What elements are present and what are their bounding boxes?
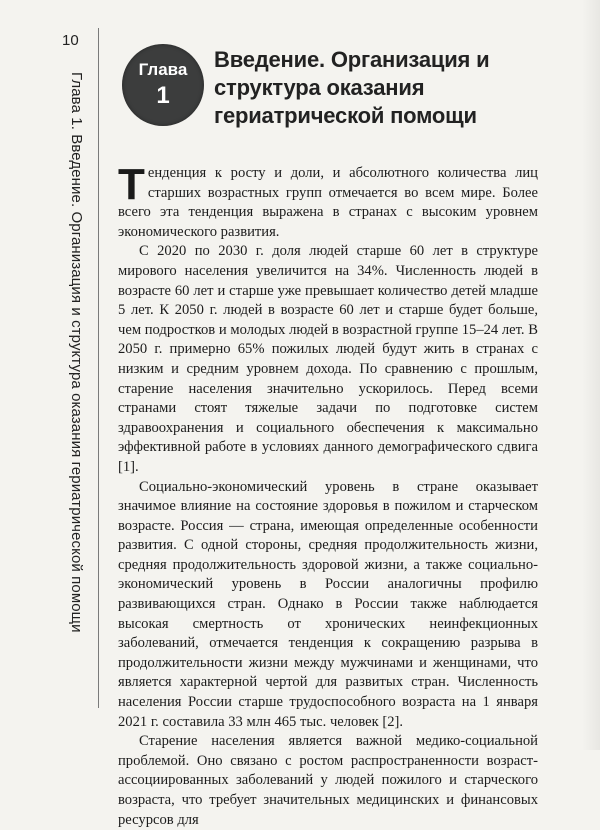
drop-cap: Т [118, 160, 145, 209]
chapter-title: Введение. Организация и структура оказания гериатрической помощи [214, 47, 490, 128]
paragraph: Старение населения является важной медико-социальной проблемой. Оно связано с ростом распространенности возраст-ассоциированных заболеваний у людей пожилого и старческого возраста, что требует значительных медицинских и финансовых ресурсов для [118, 733, 538, 828]
paragraph: Социально-экономический уровень в стране оказывает значимое влияние на состояние здоровья в пожилом и старческом возрасте. Россия — страна, имеющая определенные особенности развития. С одной стороны, средняя продолжительность жизни, средняя продолжительность здоровой жизни, а также социально-экономический уровень в России аналогичны профилю развивающихся стран. Однако в России также наблюдается высокая смертность от хронических неинфекционных заболеваний, отмечается тенденция к сокращению разрыва в продолжительности жизни между мужчинами и женщинами, что является характерной чертой для развитых стран. Численность населения России старше трудоспособного возраста на 1 января 2021 г. составила 33 млн 465 тыс. человек [2]. [118, 478, 538, 730]
paragraph [118, 160, 538, 242]
chapter-number: 1 [156, 82, 170, 109]
chapter-badge [122, 44, 204, 126]
page-edge-shadow [582, 0, 600, 750]
chapter-word: Глава [138, 60, 188, 79]
running-head: Глава 1. Введение. Организация и структура оказания гериатрической помощи [68, 72, 85, 633]
page-number: 10 [62, 32, 79, 49]
paragraph-text: енденция к росту и доли, и абсолютного количества лиц старших возрастных групп отмечается во всем мире. Более всего эта тенденция выражена в странах с высоким уровнем экономического развития. [118, 165, 538, 240]
margin-rule [98, 28, 99, 708]
body-text [118, 160, 538, 830]
paragraph: С 2020 по 2030 г. доля людей старше 60 лет в структуре мирового населения увеличится на 34%. Численность людей в возрасте 60 лет и старше уже превышает количество детей младше 5 лет. К 2050 г. людей в возрасте 60 лет и старше будет больше, чем подростков и молодых людей в возрастной группе 15–24 лет. В 2050 г. примерно 65% пожилых людей будут жить в странах с низким и средним уровнем дохода. По сравнению с прошлым, старение населения значительно ускорилось. Перед всеми странами стоят тяжелые задачи по подготовке систем здравоохранения и социального обеспечения к максимально эффективной работе в условиях данного демографического сдвига [1]. [118, 243, 538, 475]
